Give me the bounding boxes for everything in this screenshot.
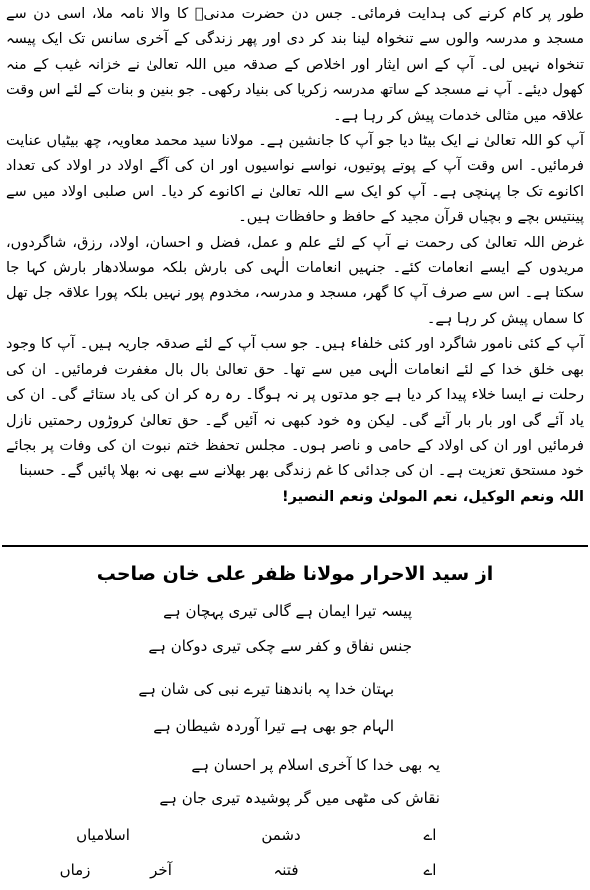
prose-section	[6, 2, 584, 510]
poem-line-6: نقاش کی مٹھی میں گر پوشیدہ تیری جان ہے	[159, 789, 440, 807]
poem-line-5: یہ بھی خدا کا آخری اسلام پر احسان ہے	[191, 756, 440, 774]
paragraph-3: غرض اللہ تعالیٰ کی رحمت نے آپ کے لئے علم و عمل، فضل و احسان، اولاد، رزق، شاگردوں، مریدوں کے ایسے انعامات کئے۔ جنہیں انعامات الٰہی کی بارش بلکہ موسلادھار بارش کہا جا سکتا ہے۔ اس سے صرف آپ کا گھر، مسجد و مدرسہ، مخدوم پور نہیں بلکہ پورا علاقہ جل تھل کا سماں پیش کر رہا ہے۔	[6, 234, 584, 327]
poem-line-1: پیسہ تیرا ایمان ہے گالی تیری پہچان ہے	[163, 602, 412, 620]
closing-word: فتنہ	[273, 861, 299, 879]
paragraph-2: آپ کو اللہ تعالیٰ نے ایک بیٹا دیا جو آپ کا جانشین ہے۔ مولانا سید محمد معاویہ، چھ بیٹیاں عنایت فرمائیں۔ اس وقت آپ کے پوتے پوتیوں، نواسے نواسیوں اور ان کی آگے اولاد در اولاد کی تعداد اکانوے تک جا پہنچی ہے۔ آپ کو ایک سے اللہ تعالیٰ نے اکانوے کر دیا۔ اس صلبی اولاد میں سے پینتیس بچے و بچیاں قرآن مجید کے حافظ و حافظات ہیں۔	[6, 133, 584, 226]
closing-word: زماں	[59, 861, 91, 879]
closing-word: آخر	[150, 861, 172, 879]
arabic-invocation: اللہ ونعم الوکیل، نعم المولیٰ ونعم النصیر!	[282, 488, 584, 505]
closing-word: اے	[423, 861, 437, 879]
paragraph-4	[6, 332, 584, 510]
closing-word: دشمن	[261, 826, 301, 844]
poem-line-4: الہام جو بھی ہے تیرا آوردہ شیطان ہے	[153, 717, 394, 735]
section-divider	[2, 545, 588, 547]
poem-line-2: جنس نفاق و کفر سے چکی تیری دوکان ہے	[148, 637, 412, 655]
closing-word: اسلامیاں	[76, 826, 130, 844]
paragraph-1: طور پر کام کرنے کی ہدایت فرمائی۔ جس دن حضرت مدنیؒ کا والا نامہ ملا، اسی دن سے مسجد و مدرسہ والوں سے تنخواہ لینا بند کر دی اور پھر زندگی کے آخری سانس تک ایک پیسہ تنخواہ نہیں لی۔ آپ کے اس ایثار اور اخلاص کے صدقہ میں اللہ تعالیٰ نے خزانہ غیب کے منہ کھول دیئے۔ آپ نے مسجد کے ساتھ مدرسہ زکریا کی بنیاد رکھی۔ جو بنین و بنات کے لئے اس وقت علاقہ میں مثالی خدمات پیش کر رہا ہے۔	[6, 6, 584, 124]
poem-line-3: بہتان خدا پہ باندھنا تیرے نبی کی شان ہے	[138, 680, 394, 698]
paragraph-4-text: آپ کے کئی نامور شاگرد اور کئی خلفاء ہیں۔ جو سب آپ کے لئے صدقہ جاریہ ہیں۔ آپ کا وجود بھی خلق خدا کے لئے انعامات الٰہی میں سے تھا۔ حق تعالیٰ بال بال مغفرت فرمائیں۔ ان کی رحلت نے ایسا خلاء پیدا کر دیا ہے جو مدتوں پر نہ ہوگا۔ رہ رہ کر ان کی یاد ستائے گی۔ ان کی یاد آئے گی اور بار بار آئے گی۔ لیکن وہ خود کبھی نہ آئیں گے۔ حق تعالیٰ کروڑوں رحمتیں نازل فرمائیں اور ان کی اولاد کے حامی و ناصر ہوں۔ مجلس تحفظ ختم نبوت ان کی وفات پر بجائے خود مستحق تعزیت ہے۔ ان کی جدائی کا غم زندگی بھر بھلانے سے بھی نہ بھلا پائیں گے۔ حسبنا	[6, 336, 584, 480]
closing-word: اے	[423, 826, 437, 844]
poem-title: از سید الاحرار مولانا ظفر علی خان صاحب	[96, 563, 494, 585]
